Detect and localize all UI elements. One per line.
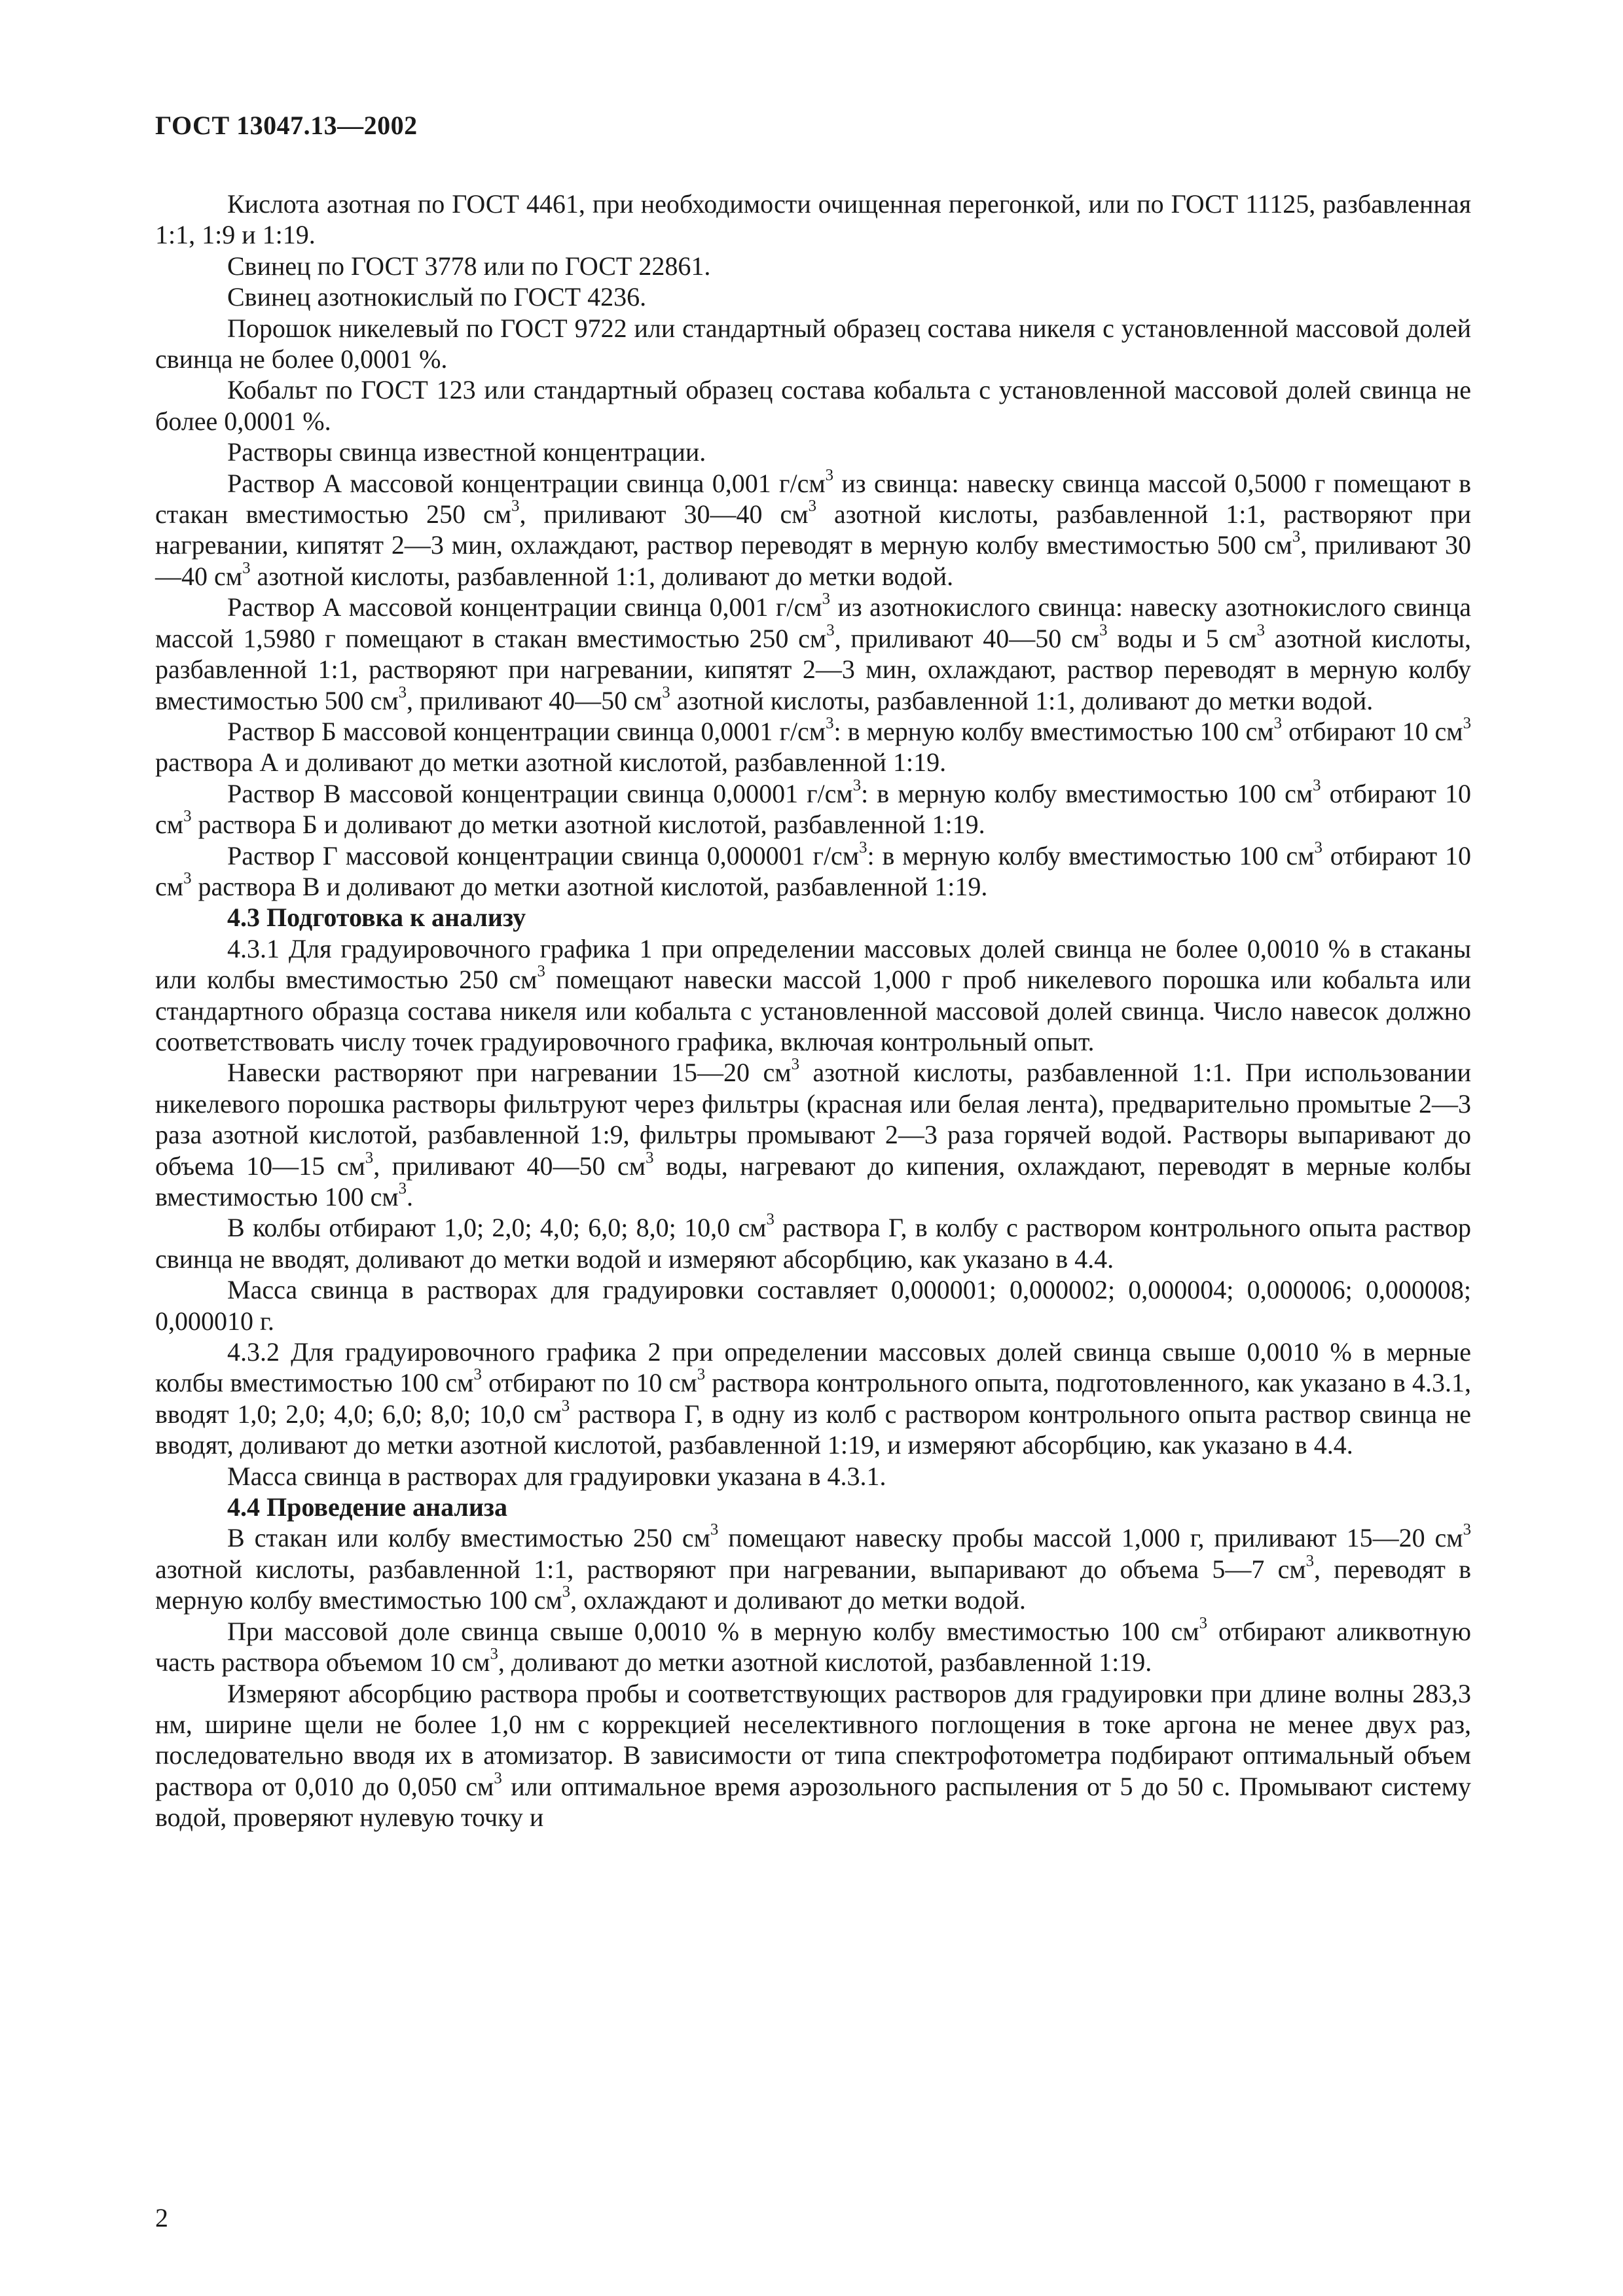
standard-number: ГОСТ 13047.13—2002	[155, 111, 418, 140]
paragraph: Раствор А массовой концентрации свинца 0,001 $г/см^3$ из азотнокислого свинца: навеску азотнокислого свинца массой 1,5980 г помещают в стакан вместимостью 250 $см^3$, приливают 40—50 $см^3$ воды и 5 $см^3$ азотной кислоты, разбавленной 1:1, растворяют при нагревании, кипятят 2—3 мин, охлаждают, раствор переводят в мерную колбу вместимостью 500 $см^3$, приливают 40—50 $см^3$ азотной кислоты, разбавленной 1:1, доливают до метки водой.	[155, 590, 1471, 715]
paragraph: Порошок никелевый по ГОСТ 9722 или стандартный образец состава никеля с установленной массовой долей свинца не более 0,0001 %.	[155, 313, 1471, 374]
paragraph: Свинец азотнокислый по ГОСТ 4236.	[227, 282, 647, 312]
paragraph: Масса свинца в растворах для градуировки составляет 0,000001; 0,000002; 0,000004; 0,000006; 0,000008; 0,000010 г.	[155, 1275, 1471, 1336]
paragraph: Раствор В массовой концентрации свинца 0,00001 $г/см^3$: в мерную колбу вместимостью 100 $см^3$ отбирают 10 $см^3$ раствора Б и доливают до метки азотной кислотой, разбавленной 1:19.	[155, 776, 1471, 840]
paragraph: 4.3.2 Для градуировочного графика 2 при определении массовых долей свинца свыше 0,0010 % в мерные колбы вместимостью 100 $см^3$ отбирают по 10 $см^3$ раствора контрольного опыта, подготовленного, как указано в 4.3.1, вводят 1,0; 2,0; 4,0; 6,0; 8,0; 10,0 $см^3$ раствора Г, в одну из колб с раствором контрольного опыта раствор свинца не вводят, доливают до метки азотной кислотой, разбавленной 1:19, и измеряют абсорбцию, как указано в 4.4.	[155, 1337, 1471, 1460]
document-body	[155, 188, 1471, 1833]
paragraph: Раствор А массовой концентрации свинца 0,001 $г/см^3$ из свинца: навеску свинца массой 0,5000 г помещают в стакан вместимостью 250 $см^3$, приливают 30—40 $см^3$ азотной кислоты, разбавленной 1:1, растворяют при нагревании, кипятят 2—3 мин, охлаждают, раствор переводят в мерную колбу вместимостью 500 $см^3$, приливают 30—40 $см^3$ азотной кислоты, разбавленной 1:1, доливают до метки водой.	[155, 466, 1471, 591]
paragraph: Раствор Б массовой концентрации свинца 0,0001 $г/см^3$: в мерную колбу вместимостью 100 $см^3$ отбирают 10 $см^3$ раствора А и доливают до метки азотной кислотой, разбавленной 1:19.	[155, 714, 1471, 778]
paragraph: Навески растворяют при нагревании 15—20 $см^3$ азотной кислоты, разбавленной 1:1. При использовании никелевого порошка растворы фильтруют через фильтры (красная или белая лента), предварительно промытые 2—3 раза азотной кислотой, разбавленной 1:9, фильтры промывают 2—3 раза горячей водой. Растворы выпаривают до объема 10—15 $см^3$, приливают 40—50 $см^3$ воды, нагревают до кипения, охлаждают, переводят в мерные колбы вместимостью 100 $см^3$.	[155, 1055, 1472, 1211]
paragraph: Кобальт по ГОСТ 123 или стандартный образец состава кобальта с установленной массовой долей свинца не более 0,0001 %.	[155, 375, 1471, 436]
paragraph: Свинец по ГОСТ 3778 или по ГОСТ 22861.	[227, 251, 711, 281]
paragraph: Раствор Г массовой концентрации свинца 0,000001 $г/см^3$: в мерную колбу вместимостью 100 $см^3$ отбирают 10 $см^3$ раствора В и доливают до метки азотной кислотой, разбавленной 1:19.	[155, 838, 1471, 901]
paragraph: Растворы свинца известной концентрации.	[227, 437, 706, 467]
paragraph: Измеряют абсорбцию раствора пробы и соответствующих растворов для градуировки при длине волны 283,3 нм, ширине щели не более 1,0 нм с коррекцией неселективного поглощения в токе аргона не менее двух раз, последовательно вводя их в атомизатор. В зависимости от типа спектрофотометра подбирают оптимальный объем раствора от 0,010 до 0,050 $см^3$ или оптимальное время аэрозольного распыления от 5 до 50 с. Промывают систему водой, проверяют нулевую точку и	[155, 1678, 1472, 1833]
section-heading-4-3: 4.3 Подготовка к анализу	[227, 903, 526, 933]
paragraph: В стакан или колбу вместимостью 250 $см^3$ помещают навеску пробы массой 1,000 г, приливают 15—20 $см^3$ азотной кислоты, разбавленной 1:1, растворяют при нагревании, выпаривают до объема 5—7 $см^3$, переводят в мерную колбу вместимостью 100 $см^3$, охлаждают и доливают до метки водой.	[155, 1520, 1471, 1615]
page-number: 2	[155, 2203, 168, 2233]
paragraph: 4.3.1 Для градуировочного графика 1 при определении массовых долей свинца не более 0,0010 % в стаканы или колбы вместимостью 250 $см^3$ помещают навески массой 1,000 г проб никелевого порошка или кобальта или стандартного образца состава никеля или кобальта с установленной массовой долей свинца. Число навесок должно соответствовать числу точек градуировочного графика, включая контрольный опыт.	[155, 933, 1471, 1056]
paragraph: Кислота азотная по ГОСТ 4461, при необходимости очищенная перегонкой, или по ГОСТ 11125, разбавленная 1:1, 1:9 и 1:19.	[155, 189, 1471, 250]
paragraph: В колбы отбирают 1,0; 2,0; 4,0; 6,0; 8,0; 10,0 $см^3$ раствора Г, в колбу с раствором контрольного опыта раствор свинца не вводят, доливают до метки водой и измеряют абсорбцию, как указано в 4.4.	[155, 1210, 1471, 1274]
paragraph: Масса свинца в растворах для градуировки указана в 4.3.1.	[227, 1461, 886, 1491]
paragraph: При массовой доле свинца свыше 0,0010 % в мерную колбу вместимостью 100 $см^3$ отбирают аликвотную часть раствора объемом 10 $см^3$, доливают до метки азотной кислотой, разбавленной 1:19.	[155, 1614, 1472, 1677]
section-heading-4-4: 4.4 Проведение анализа	[227, 1492, 507, 1522]
